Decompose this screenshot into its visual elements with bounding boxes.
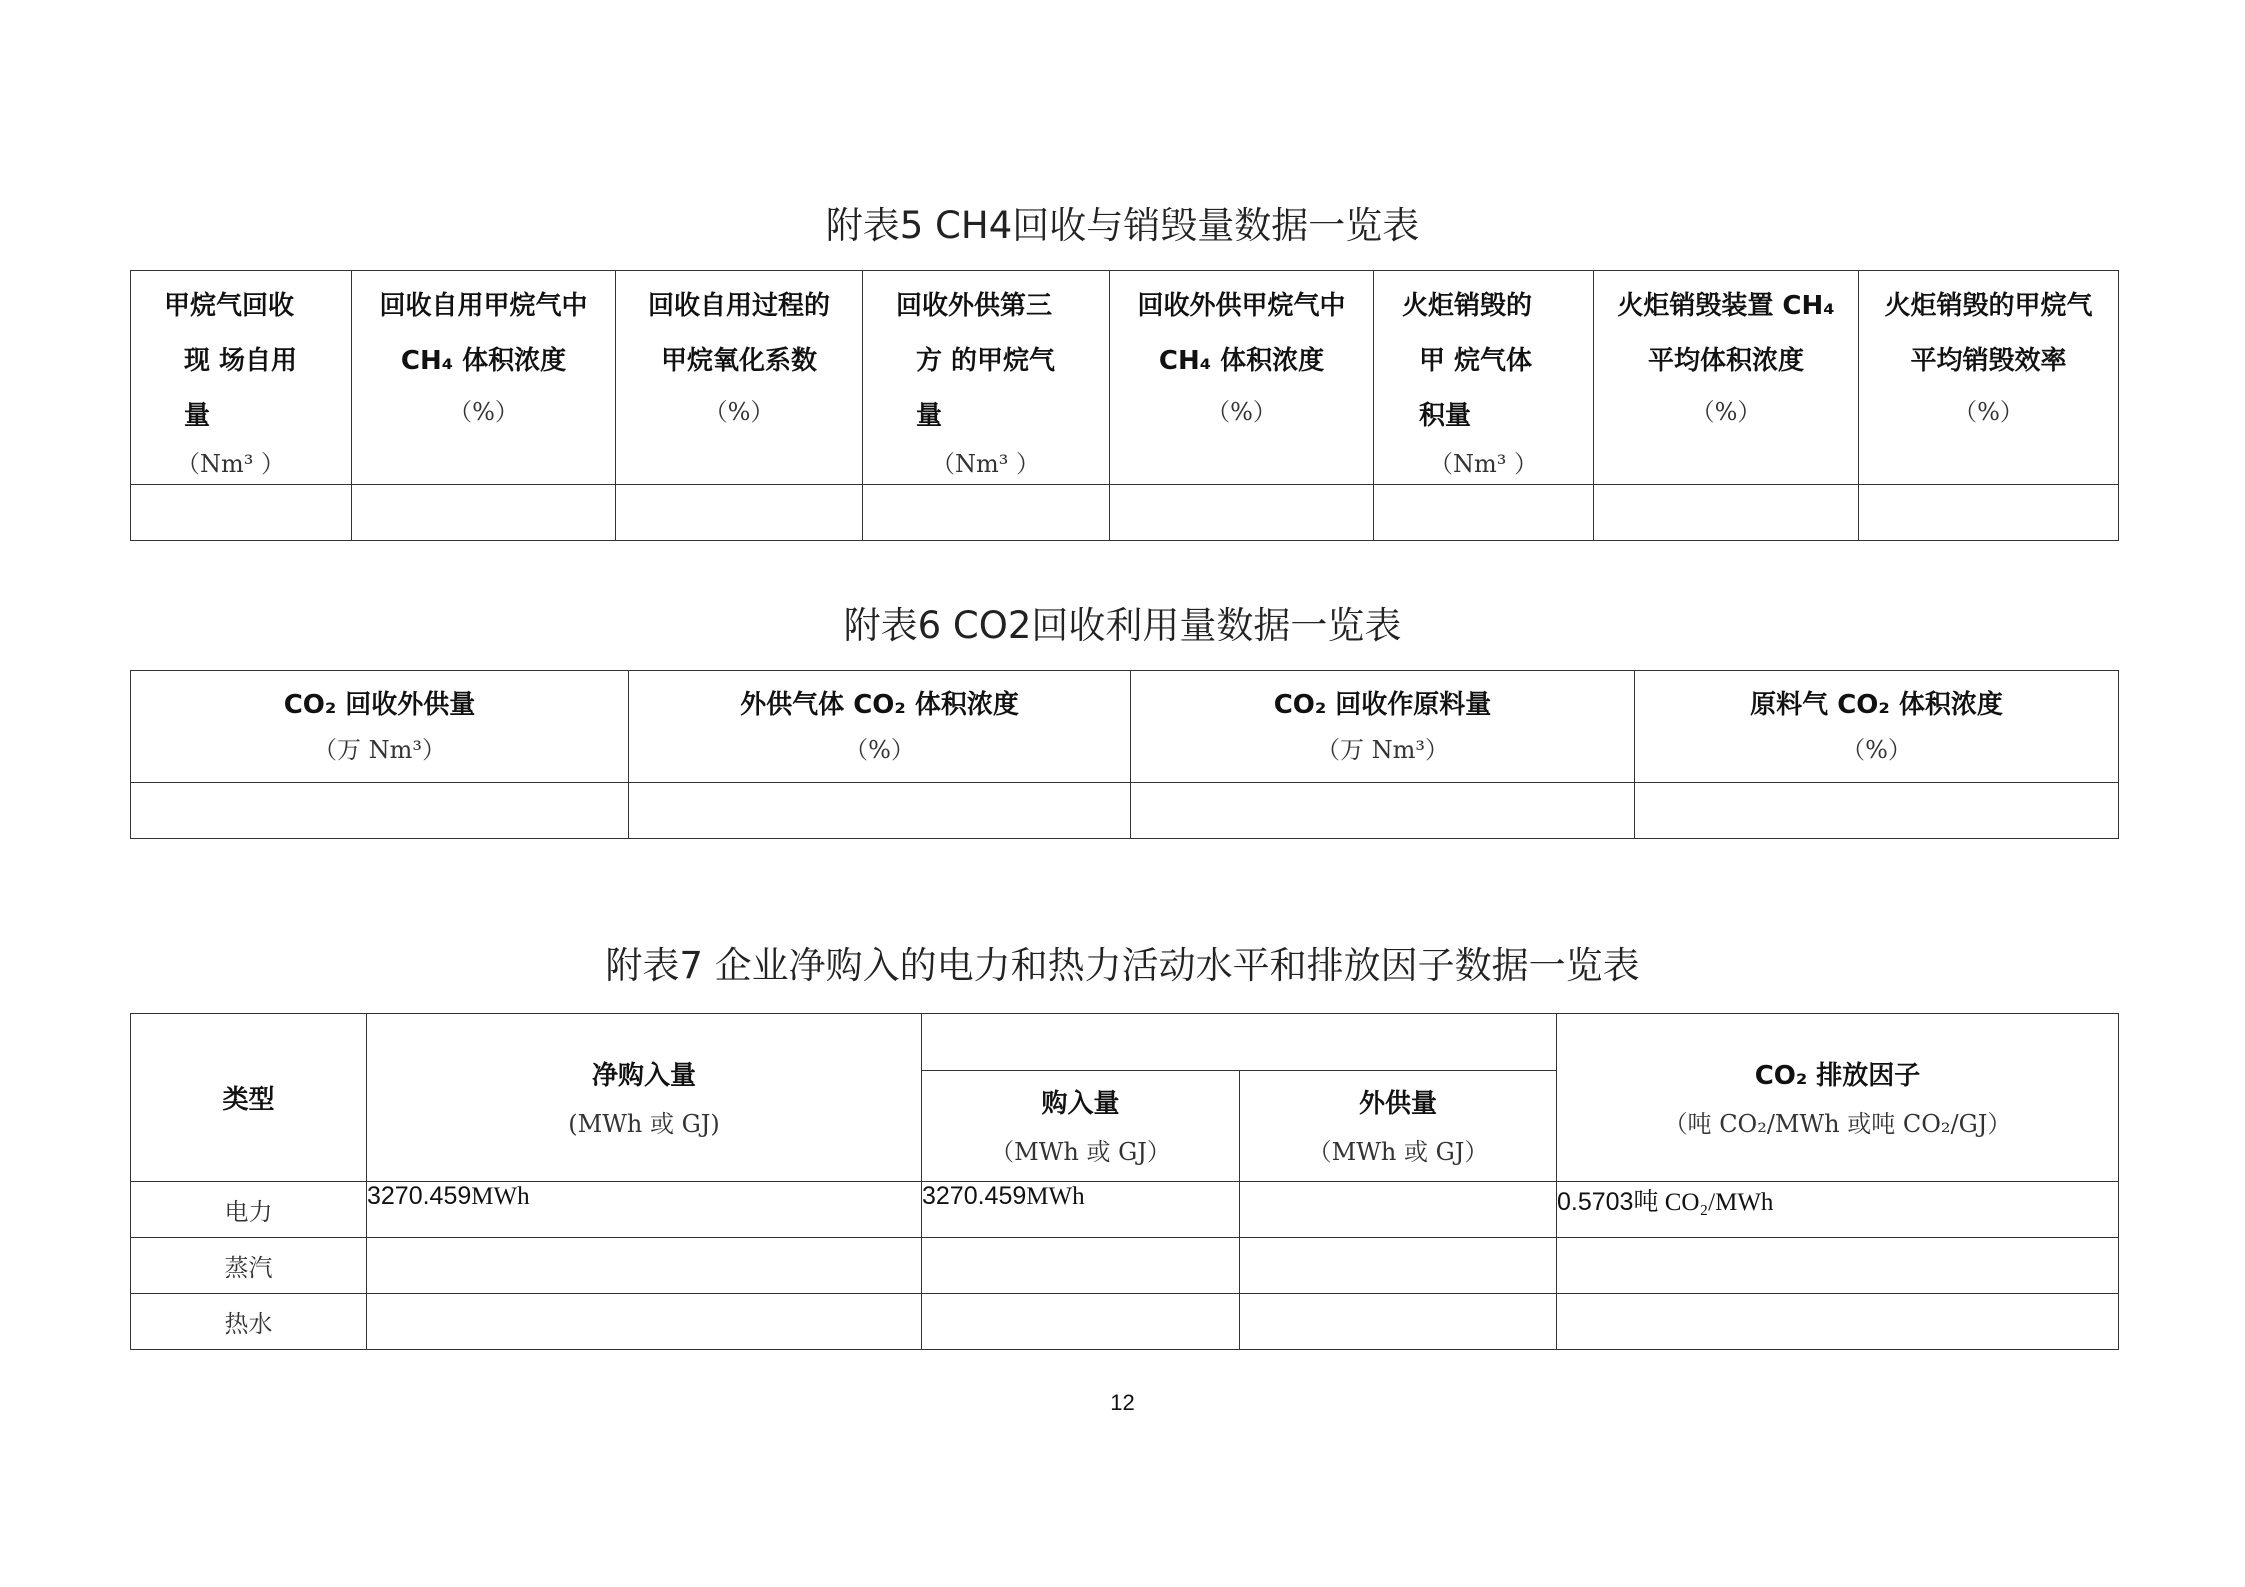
t5-header-flare-efficiency: 火炬销毁的甲烷气 平均销毁效率 （%） [1859, 271, 2119, 485]
t5-cell[interactable] [616, 485, 863, 541]
t7-row-factor[interactable] [1557, 1238, 2119, 1294]
t7-row-purchase[interactable] [922, 1238, 1240, 1294]
t6-cell[interactable] [131, 783, 629, 839]
t6-header-feedstock: CO₂ 回收作原料量 （万 Nm³） [1131, 671, 1635, 783]
t7-header-net-purchase: 净购入量 (MWh 或 GJ) [367, 1014, 922, 1182]
t5-cell[interactable] [863, 485, 1110, 541]
t5-cell[interactable] [1859, 485, 2119, 541]
t7-header-emission-factor: CO₂ 排放因子 （吨 CO₂/MWh 或吨 CO₂/GJ） [1557, 1014, 2119, 1182]
t5-header-oxidation-factor: 回收自用过程的 甲烷氧化系数 （%） [616, 271, 863, 485]
t7-header-purchase: 购入量 （MWh 或 GJ） [922, 1071, 1240, 1182]
t7-row-net[interactable]: 3270.459MWh [367, 1182, 922, 1238]
t7-row-supply[interactable] [1240, 1182, 1557, 1238]
table-row [131, 1182, 2119, 1238]
t7-row-type: 蒸汽 [131, 1238, 367, 1294]
t5-header-self-use-ch4-conc: 回收自用甲烷气中 CH₄ 体积浓度 （%） [352, 271, 616, 485]
t7-header-supply: 外供量 （MWh 或 GJ） [1240, 1071, 1557, 1182]
t5-header-supply-ch4-conc: 回收外供甲烷气中 CH₄ 体积浓度 （%） [1110, 271, 1374, 485]
t7-row-net[interactable] [367, 1294, 922, 1350]
t7-row-factor[interactable]: 0.5703吨 CO₂/MWh [1557, 1182, 2119, 1238]
t6-header-feedstock-conc: 原料气 CO₂ 体积浓度 （%） [1635, 671, 2119, 783]
t7-row-supply[interactable] [1240, 1294, 1557, 1350]
t6-header-supply: CO₂ 回收外供量 （万 Nm³） [131, 671, 629, 783]
t7-row-net[interactable] [367, 1238, 922, 1294]
t5-header-flare-volume: 火炬销毁的 甲 烷气体 积量 （Nm³ ） [1374, 271, 1594, 485]
t7-header-type: 类型 [131, 1014, 367, 1182]
t7-row-type: 电力 [131, 1182, 367, 1238]
t5-cell[interactable] [1594, 485, 1859, 541]
table6-title: 附表6 CO2回收利用量数据一览表 [843, 604, 1402, 647]
table-row [131, 1294, 2119, 1350]
t5-header-flare-ch4-conc: 火炬销毁装置 CH₄ 平均体积浓度 （%） [1594, 271, 1859, 485]
t7-row-factor[interactable] [1557, 1294, 2119, 1350]
table5 [130, 270, 2119, 541]
t5-cell[interactable] [1110, 485, 1374, 541]
table-row [131, 1238, 2119, 1294]
t5-cell[interactable] [352, 485, 616, 541]
t6-header-supply-conc: 外供气体 CO₂ 体积浓度 （%） [629, 671, 1131, 783]
t7-row-purchase[interactable] [922, 1294, 1240, 1350]
t5-header-external-supply: 回收外供第三 方 的甲烷气 量 （Nm³ ） [863, 271, 1110, 485]
page-number: 12 [1110, 1390, 1135, 1415]
t7-header-blank [922, 1014, 1557, 1071]
t7-row-type: 热水 [131, 1294, 367, 1350]
t7-row-purchase[interactable]: 3270.459MWh [922, 1182, 1240, 1238]
t6-cell[interactable] [1131, 783, 1635, 839]
t7-row-supply[interactable] [1240, 1238, 1557, 1294]
table7-title: 附表7 企业净购入的电力和热力活动水平和排放因子数据一览表 [605, 944, 1640, 987]
table5-title: 附表5 CH4回收与销毁量数据一览表 [825, 204, 1420, 247]
t6-cell[interactable] [1635, 783, 2119, 839]
t5-header-recovered-self-use: 甲烷气回收 现 场自用 量 （Nm³ ） [131, 271, 352, 485]
table6 [130, 670, 2119, 839]
table7 [130, 1013, 2119, 1350]
t6-cell[interactable] [629, 783, 1131, 839]
t5-cell[interactable] [1374, 485, 1594, 541]
t5-cell[interactable] [131, 485, 352, 541]
